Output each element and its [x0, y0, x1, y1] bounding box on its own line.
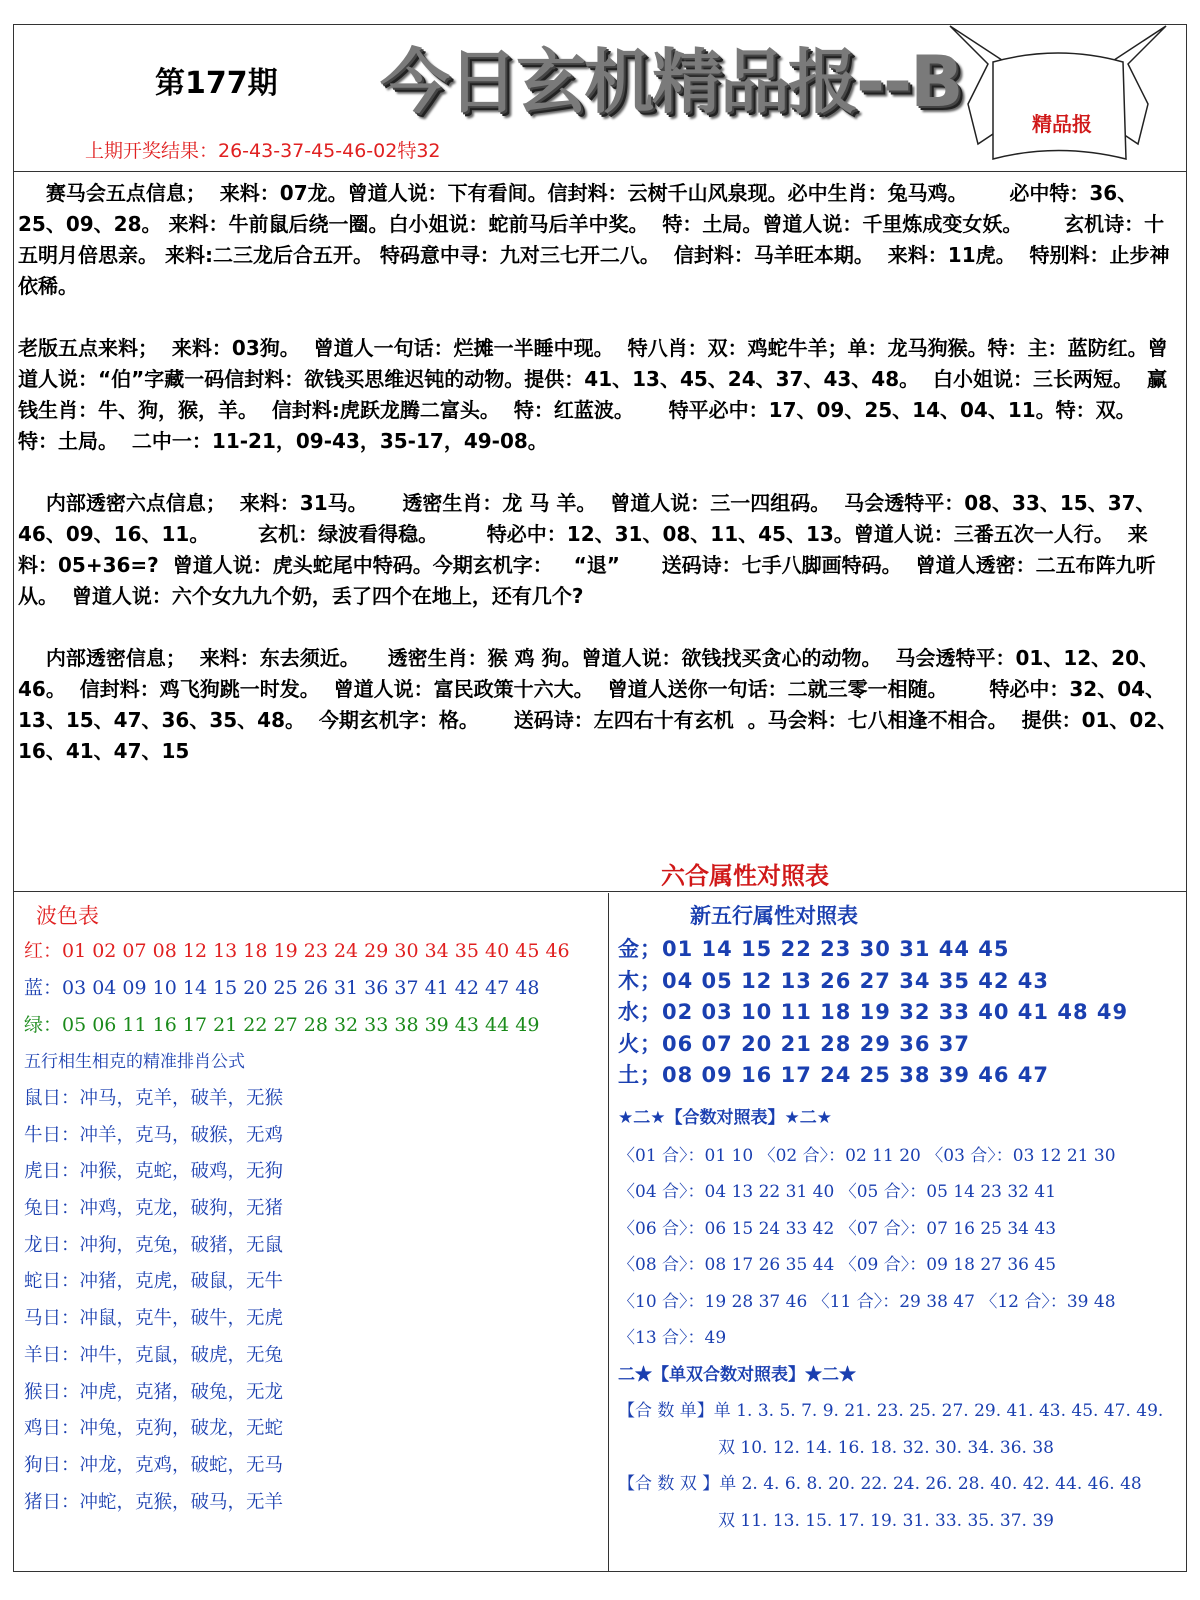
wuxing-row-metal: 金；01 14 15 22 23 30 31 44 45	[618, 937, 1010, 961]
danshuang-row: 【合 数 双 】单 2. 4. 6. 8. 20. 22. 24. 26. 28. 40. 42. 44. 46. 48	[618, 1474, 1142, 1494]
wuxing-row-water: 水；02 03 10 11 18 19 32 33 40 41 48 49	[618, 1000, 1129, 1024]
wuxing-title: 新五行属性对照表	[690, 904, 858, 928]
banner-scroll-graphic	[948, 24, 1168, 166]
day-row: 鸡日：冲兔，克狗，破龙，无蛇	[24, 1418, 284, 1440]
heshu-row: 〈10 合〉：19 28 37 46 〈11 合〉：29 38 47 〈12 合〉：39 48	[618, 1291, 1116, 1312]
last-draw-result: 上期开奖结果：26-43-37-45-46-02特32	[85, 140, 441, 162]
day-row: 马日：冲鼠，克牛，破牛，无虎	[24, 1308, 284, 1330]
wuxing-row-fire: 火；06 07 20 21 28 29 36 37	[618, 1031, 970, 1056]
formula-title: 五行相生相克的精准排肖公式	[24, 1052, 245, 1072]
wuxing-row-earth: 土；08 09 16 17 24 25 38 39 46 47	[618, 1063, 1050, 1087]
day-row: 狗日：冲龙，克鸡，破蛇，无马	[24, 1454, 284, 1476]
left-column	[24, 900, 604, 1524]
wave-green-row: 绿：05 06 11 16 17 21 22 27 28 32 33 38 39 43 44 49	[24, 1014, 540, 1036]
paragraph-neibu-six: 内部透密六点信息； 来料：31马。 透密生肖：龙 马 羊。 曾道人说：三一四组码。 马会透特平：08、33、15、37、46、09、16、11。 玄机：绿波看得稳。 特必中：12、31、08、11、45、13。曾道人说：三番五次一人行。 来料：05+36=? 曾道人说：虎头蛇尾中特码。今期玄机字： “退” 送码诗：七手八脚画特码。 曾道人透密：二五布阵九听从。 曾道人说：六个女九九个奶，丢了四个在地上，还有几个?	[18, 491, 1156, 608]
info-section	[18, 178, 1180, 767]
day-row: 猪日：冲蛇，克猴，破马，无羊	[24, 1491, 284, 1513]
day-row: 龙日：冲狗，克兔，破猪，无鼠	[24, 1234, 284, 1256]
paragraph-laoban: 老版五点来料； 来料：03狗。 曾道人一句话：烂摊一半睡中现。 特八肖：双：鸡蛇牛羊；单：龙马狗猴。特：主：蓝防红。曾道人说：“伯”字藏一码信封料：欲钱买思维迟钝的动物。提供：41、13、45、24、37、43、48。 白小姐说：三长两短。 赢钱生肖：牛、狗，猴，羊。 信封料:虎跃龙腾二富头。 特：红蓝波。 特平必中：17、09、25、14、04、11。特：双。 特：土局。 二中一：11-21，09-43，35-17，49-08。	[18, 336, 1168, 453]
danshuang-row: 双 11. 13. 15. 17. 19. 31. 33. 35. 37. 39	[718, 1510, 1054, 1531]
day-row: 鼠日：冲马，克羊，破羊，无猴	[24, 1088, 284, 1109]
heshu-row: 〈08 合〉：08 17 26 35 44 〈09 合〉：09 18 27 36 45	[618, 1255, 1057, 1275]
banner-label: 精品报	[1032, 112, 1092, 136]
danshuang-row: 双 10. 12. 14. 16. 18. 32. 30. 34. 36. 38	[718, 1437, 1054, 1458]
day-row: 羊日：冲牛，克鼠，破虎，无兔	[24, 1344, 284, 1366]
heshu-row: 〈06 合〉：06 15 24 33 42 〈07 合〉：07 16 25 34 43	[618, 1218, 1057, 1239]
heshu-title: ★二★【合数对照表】★二★	[618, 1107, 832, 1128]
column-divider	[608, 893, 609, 1571]
danshuang-title: 二★【单双合数对照表】★二★	[618, 1364, 856, 1385]
day-row: 猴日：冲虎，克猪，破兔，无龙	[24, 1381, 284, 1403]
day-row: 兔日：冲鸡，克龙，破狗，无猪	[24, 1198, 284, 1220]
wave-caption: 波色表	[36, 904, 99, 928]
issue-number: 第177期	[155, 66, 278, 101]
day-row: 牛日：冲羊，克马，破猴，无鸡	[24, 1124, 284, 1146]
wave-red-row: 红：01 02 07 08 12 13 18 19 23 24 29 30 34 35 40 45 46	[24, 940, 570, 962]
heshu-row: 〈04 合〉：04 13 22 31 40 〈05 合〉：05 14 23 32 41	[618, 1182, 1057, 1202]
table-title: 六合属性对照表	[661, 862, 829, 890]
heshu-row: 〈01 合〉：01 10 〈02 合〉：02 11 20 〈03 合〉：03 12 21 30	[618, 1145, 1116, 1166]
heshu-row: 〈13 合〉：49	[618, 1328, 727, 1348]
wuxing-row-wood: 木；04 05 12 13 26 27 34 35 42 43	[618, 968, 1050, 993]
danshuang-row: 【合 数 单】单 1. 3. 5. 7. 9. 21. 23. 25. 27. 29. 41. 43. 45. 47. 49.	[618, 1401, 1164, 1421]
wave-blue-row: 蓝：03 04 09 10 14 15 20 25 26 31 36 37 41 42 47 48	[24, 977, 540, 999]
right-column	[618, 900, 1178, 1542]
newspaper-title: 今日玄机精品报--B	[380, 41, 962, 123]
day-row: 蛇日：冲猪，克虎，破鼠，无牛	[24, 1271, 284, 1293]
day-row: 虎日：冲猴，克蛇，破鸡，无狗	[24, 1161, 284, 1183]
paragraph-saimahui: 赛马会五点信息； 来料：07龙。曾道人说：下有看间。信封料：云树千山风泉现。必中生肖：兔马鸡。 必中特：36、25、09、28。 来料：牛前鼠后绕一圈。白小姐说：蛇前马后羊中奖。 特：土局。曾道人说：千里炼成变女妖。 玄机诗：十五明月倍思亲。 来料:二三龙后合五开。 特码意中寻：九对三七开二八。 信封料：马羊旺本期。 来料：11虎。 特别料：止步神依稀。	[18, 181, 1170, 298]
table-title-bar	[13, 848, 1187, 892]
paragraph-neibu: 内部透密信息； 来料：东去须近。 透密生肖：猴 鸡 狗。曾道人说：欲钱找买贪心的动物。 马会透特平：01、12、20、46。 信封料：鸡飞狗跳一时发。 曾道人说：富民政策十六大。 曾道人送你一句话：二就三零一相随。 特必中：32、04、13、15、47、36、35、48。 今期玄机字：格。 送码诗：左四右十有玄机 。马会料：七八相逢不相合。 提供：01、02、16、41、47、15	[18, 646, 1178, 763]
